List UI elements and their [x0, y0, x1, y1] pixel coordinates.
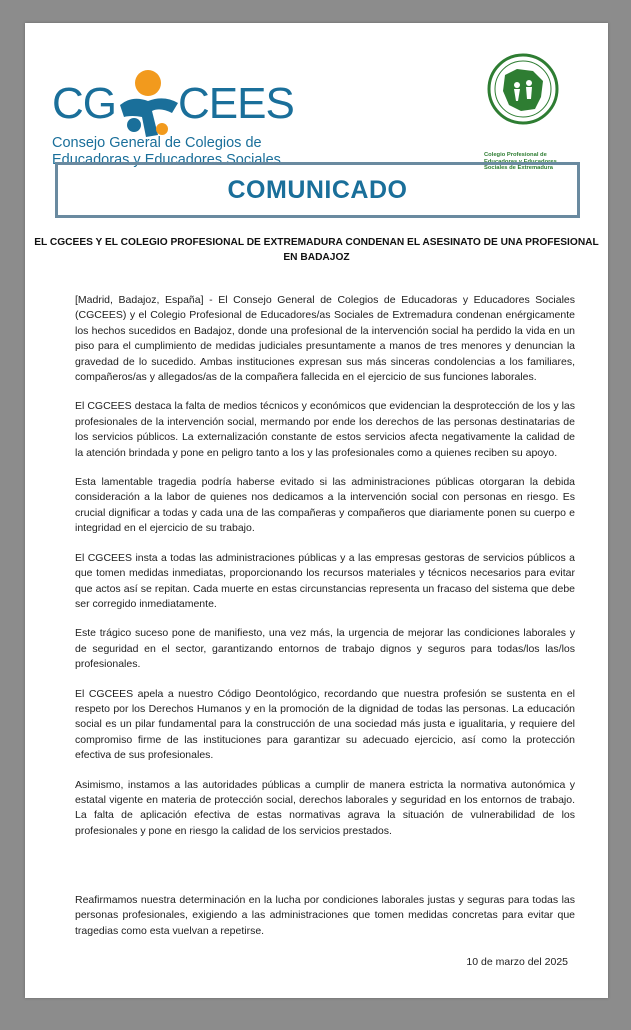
headline-line1: EL CGCEES Y EL COLEGIO PROFESIONAL DE EXTREMADURA CONDENAN EL ASESINATO DE UNA PROFESIONAL	[34, 237, 599, 248]
closing-paragraph: Reafirmamos nuestra determinación en la lucha por condiciones laborales justas y seguras para todas las personas profesionales, exigiendo a las administraciones que tomen medidas concretas para evitar que tragedias como esta vuelvan a repetirse.	[75, 894, 575, 937]
document-date: 10 de marzo del 2025	[466, 956, 568, 968]
page-title: COMUNICADO	[227, 175, 408, 204]
paragraph: [Madrid, Badajoz, España] - El Consejo General de Colegios de Educadoras y Educadores Sociales (CGCEES) y el Colegio Profesional de Educadores/as Sociales de Extremadura condenan enérgicamente los hechos sucedidos en Badajoz, donde una profesional de la intervención social ha perdido la vida en un piso para el cumplimiento de medidas judiciales presuntamente a manos de tres menores y denuncian la gravedad de lo sucedido. Ambas instituciones expresan sus más sinceras condolencias a los familiares, compañeros/as y allegados/as de la compañera fallecida en el ejercicio de sus funciones laborales.	[75, 294, 575, 384]
paragraph: El CGCEES apela a nuestro Código Deontológico, recordando que nuestra profesión se sustenta en el respeto por los Derechos Humanos y en la promoción de la dignidad de todas las personas. La educación social es un pilar fundamental para la construcción de una sociedad más justa e igualitaria, y requiere del compromiso firme de las instituciones para garantizar su adecuado ejercicio, así como la protección efectiva de sus profesionales.	[75, 687, 575, 762]
paragraph: El CGCEES destaca la falta de medios técnicos y económicos que evidencian la desprotección de los y las profesionales de la intervención social, mermando por ende los derechos de las personas destinatarias de los servicios públicos. La externalización constante de estos servicios afecta negativamente la calidad de la atención brindada y pone en peligro tanto a los y las profesionales como a quienes reciben su apoyo.	[75, 400, 575, 459]
paragraph: Asimismo, instamos a las autoridades públicas a cumplir de manera estricta la normativa autonómica y estatal vigente en materia de protección social, derechos laborales y seguridad en los entornos de trabajo. La falta de aplicación efectiva de estas normativas agrava la situación de vulnerabilidad de los profesionales y pone en riesgo la calidad de los servicios prestados.	[75, 778, 575, 837]
headline-line2: EN BADAJOZ	[283, 252, 350, 263]
people-figure-icon	[112, 65, 184, 145]
title-box	[55, 162, 580, 218]
body-text	[75, 293, 575, 853]
paragraph: Este trágico suceso pone de manifiesto, una vez más, la urgencia de mejorar las condiciones laborales y de seguridad en el sector, garantizando entornos de trabajo dignos y seguros para todas/los las/los profesionales.	[75, 627, 575, 671]
cgcees-logo	[52, 51, 292, 171]
extremadura-college-logo	[480, 53, 580, 173]
logo-word-cees: CEES	[178, 79, 294, 128]
seal-caption-line2: Educadoras y Educadores	[484, 158, 557, 165]
cgcees-subtitle-line2: Educadoras y Educadores Sociales	[52, 152, 281, 168]
logo-word-cg: CG	[52, 79, 116, 128]
document-page	[25, 23, 608, 998]
paragraph: Esta lamentable tragedia podría haberse evitado si las administraciones públicas otorgaran la debida consideración a la labor de quienes nos dedicamos a la intervención social con personas en riesgo. Es crucial dignificar a todas y cada una de las compañeras y compañeros que diariamente ponen su cuerpo e integridad en el ejercicio de su trabajo.	[75, 476, 575, 535]
seal-caption-line3: Sociales de Extremadura	[484, 165, 553, 172]
cgcees-wordmark	[52, 65, 292, 127]
headline	[25, 235, 608, 265]
cgcees-subtitle-line1: Consejo General de Colegios de	[52, 135, 262, 151]
extremadura-seal-icon	[487, 53, 559, 125]
seal-caption-line1: Colegio Profesional de	[484, 152, 547, 158]
paragraph: El CGCEES insta a todas las administraciones públicas y a las empresas gestoras de servicios públicos a que tomen medidas inmediatas, proporcionando los recursos materiales y técnicos necesarios para evitar que actos así se repitan. Cada muerte en estas circunstancias representa un fracaso del sistema que debe ser corregido inmediatamente.	[75, 551, 575, 610]
